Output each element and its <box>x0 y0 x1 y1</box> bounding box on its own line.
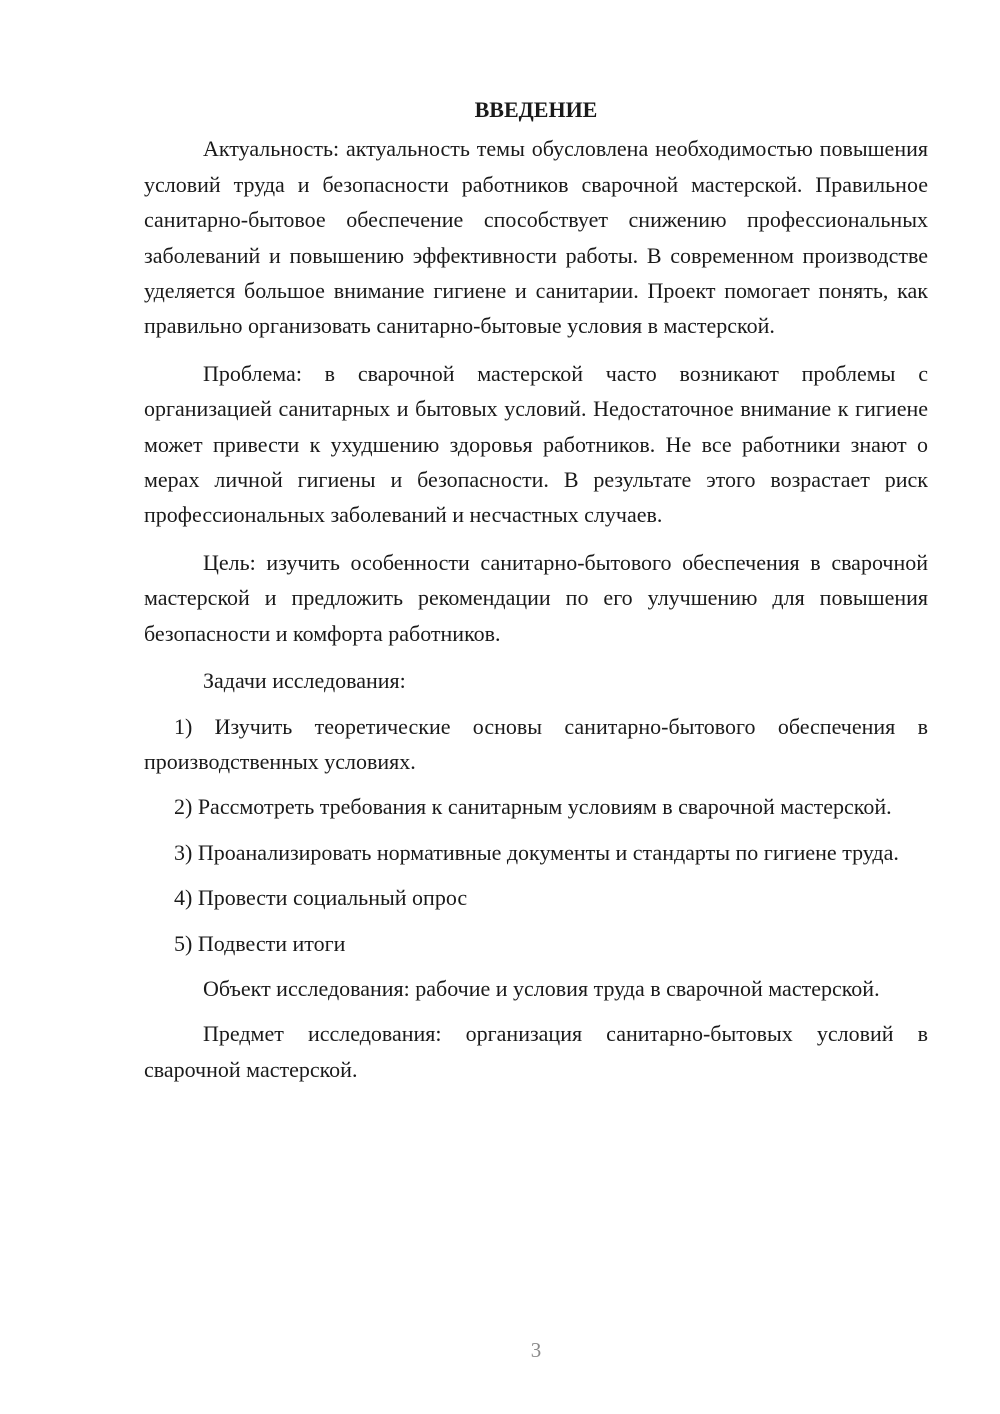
task-item-2: 2) Рассмотреть требования к санитарным условиям в сварочной мастерской. <box>174 794 892 820</box>
page-title: ВВЕДЕНИЕ <box>474 97 598 122</box>
page-content <box>144 92 928 1087</box>
paragraph-object: Объект исследования: рабочие и условия труда в сварочной мастерской. <box>203 975 880 1001</box>
tasks-heading: Задачи исследования: <box>203 668 406 694</box>
task-item-4: 4) Провести социальный опрос <box>174 885 468 911</box>
paragraph-relevance: Актуальность: актуальность темы обусловлена необходимостью повышения условий труда и безопасности работников сварочной мастерской. Правильное санитарно-бытовое обеспечение способствует снижению профессиональных заболеваний и повышению эффективности работы. В современном производстве уделяется большое внимание гигиене и санитарии. Проект помогает понять, как правильно организовать санитарно-бытовые условия в мастерской. <box>144 136 928 339</box>
task-item-1: 1) Изучить теоретические основы санитарно-бытового обеспечения в производственных условиях. <box>144 713 928 774</box>
task-item-3: 3) Проанализировать нормативные документы и стандарты по гигиене труда. <box>174 839 899 865</box>
page-number: 3 <box>530 1338 542 1362</box>
paragraph-goal: Цель: изучить особенности санитарно-бытового обеспечения в сварочной мастерской и предложить рекомендации по его улучшению для повышения безопасности и комфорта работников. <box>144 549 928 646</box>
paragraph-subject: Предмет исследования: организация санитарно-бытовых условий в сварочной мастерской. <box>144 1021 928 1082</box>
paragraph-problem: Проблема: в сварочной мастерской часто возникают проблемы с организацией санитарных и бытовых условий. Недостаточное внимание к гигиене может привести к ухудшению здоровья работников. Не все работники знают о мерах личной гигиены и безопасности. В результате этого возрастает риск профессиональных заболеваний и несчастных случаев. <box>144 360 928 528</box>
task-item-5: 5) Подвести итоги <box>174 930 346 956</box>
